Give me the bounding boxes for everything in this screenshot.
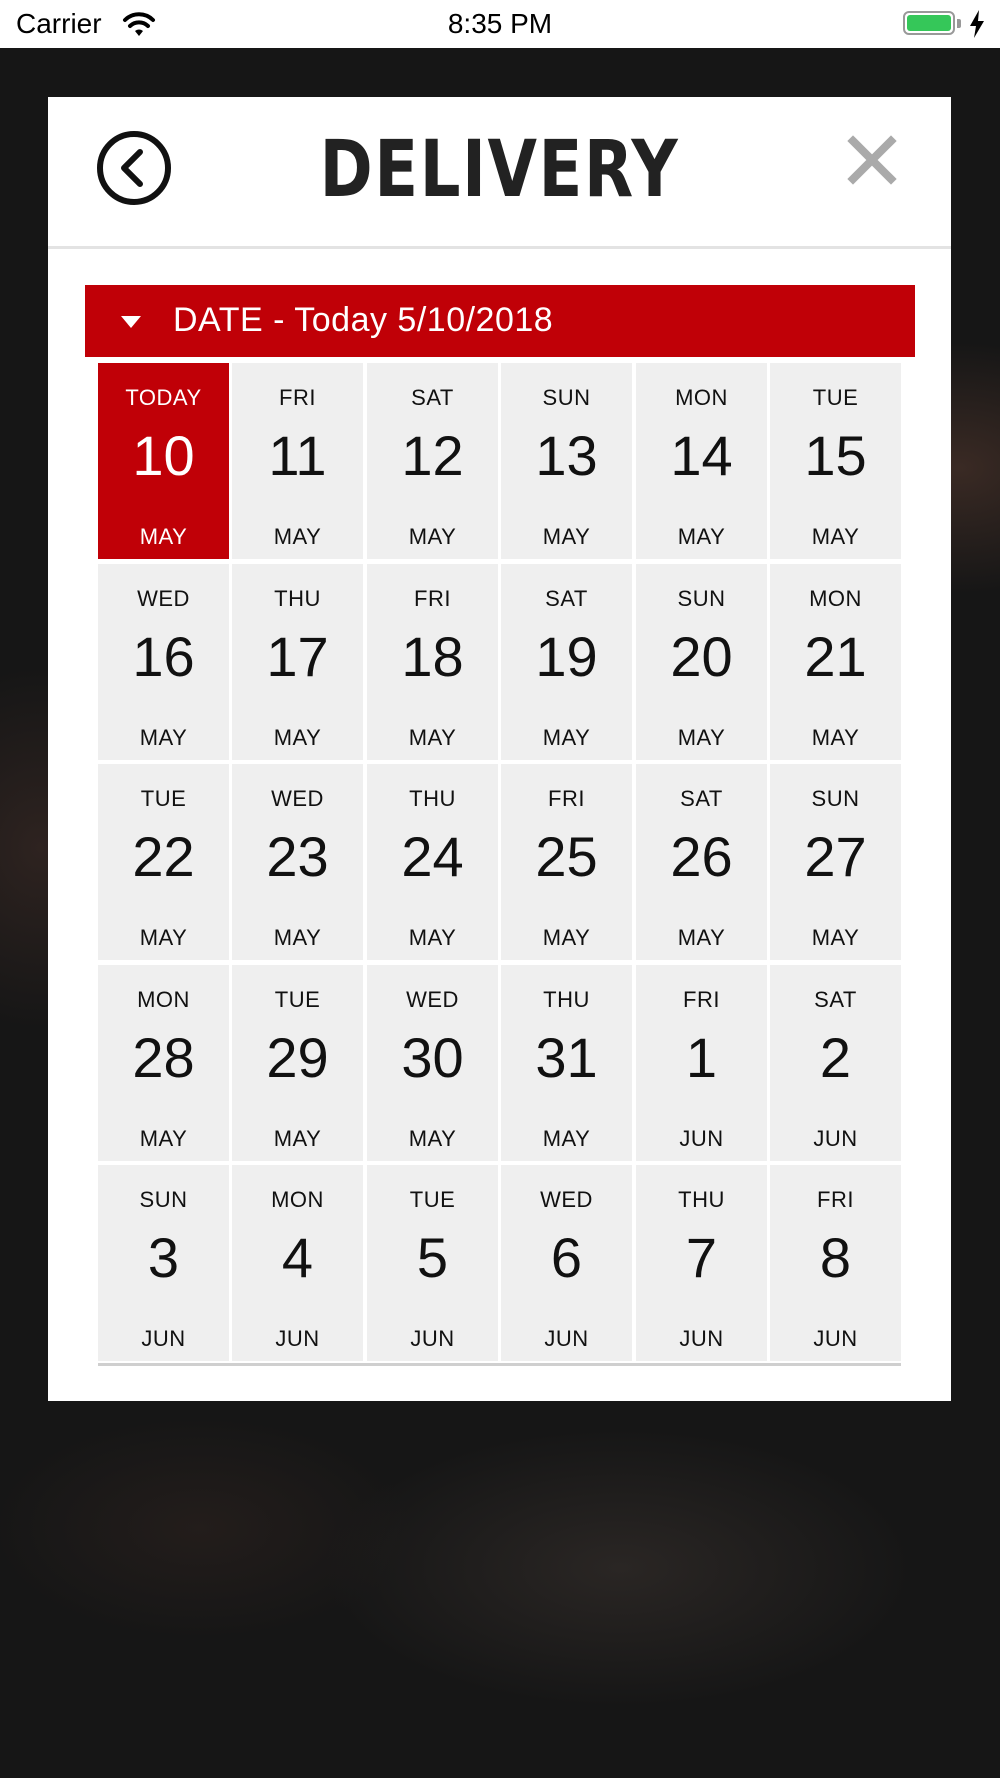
- day-number: 24: [401, 825, 464, 888]
- day-weekday: TUE: [140, 786, 187, 811]
- day-weekday: WED: [540, 1187, 593, 1212]
- day-number: 15: [804, 424, 867, 487]
- modal-header: [48, 97, 951, 249]
- day-cell[interactable]: [232, 363, 363, 559]
- day-month: MAY: [408, 524, 457, 549]
- day-month: JUN: [410, 1326, 455, 1351]
- day-number: 14: [670, 424, 733, 487]
- day-weekday: FRI: [279, 385, 316, 410]
- battery-tip: [957, 19, 961, 28]
- day-month: JUN: [141, 1326, 186, 1351]
- day-weekday: SAT: [814, 987, 857, 1012]
- day-number: 31: [535, 1026, 598, 1089]
- day-number: 3: [147, 1226, 180, 1289]
- day-cell[interactable]: [770, 965, 901, 1161]
- day-cell[interactable]: [232, 965, 363, 1161]
- day-cell[interactable]: [232, 1165, 363, 1361]
- day-weekday: MON: [809, 586, 862, 611]
- status-bar: [0, 0, 1000, 48]
- modal-title: DELIVERY: [319, 125, 680, 215]
- caret-down-icon: [121, 316, 141, 328]
- day-number: 25: [535, 825, 598, 888]
- day-cell[interactable]: [770, 564, 901, 760]
- day-cell[interactable]: [770, 363, 901, 559]
- close-icon[interactable]: [847, 135, 897, 185]
- day-weekday: FRI: [683, 987, 720, 1012]
- day-number: 18: [401, 625, 464, 688]
- day-cell[interactable]: [636, 965, 767, 1161]
- day-number: 5: [416, 1226, 449, 1289]
- day-number: 22: [132, 825, 195, 888]
- day-month: JUN: [679, 1126, 724, 1151]
- day-month: JUN: [813, 1326, 858, 1351]
- day-month: MAY: [542, 1126, 591, 1151]
- day-weekday: WED: [406, 987, 459, 1012]
- day-cell[interactable]: [232, 564, 363, 760]
- day-cell[interactable]: [636, 1165, 767, 1361]
- day-weekday: TODAY: [125, 385, 202, 410]
- day-weekday: SAT: [411, 385, 454, 410]
- day-cell[interactable]: [770, 1165, 901, 1361]
- day-month: MAY: [408, 1126, 457, 1151]
- day-weekday: THU: [409, 786, 456, 811]
- day-number: 16: [132, 625, 195, 688]
- day-weekday: MON: [271, 1187, 324, 1212]
- day-weekday: TUE: [812, 385, 859, 410]
- day-month: JUN: [679, 1326, 724, 1351]
- day-cell[interactable]: [501, 764, 632, 960]
- carrier-label: Carrier: [16, 8, 102, 39]
- day-cell[interactable]: [367, 1165, 498, 1361]
- date-selector-label: DATE - Today 5/10/2018: [173, 301, 554, 339]
- day-number: 27: [804, 825, 867, 888]
- day-number: 11: [268, 424, 327, 487]
- day-month: MAY: [139, 1126, 188, 1151]
- day-number: 10: [132, 424, 195, 487]
- day-weekday: MON: [137, 987, 190, 1012]
- day-number: 23: [266, 825, 329, 888]
- day-month: MAY: [542, 524, 591, 549]
- day-weekday: FRI: [548, 786, 585, 811]
- day-weekday: FRI: [414, 586, 451, 611]
- charging-bolt-icon: [968, 10, 986, 38]
- day-cell[interactable]: [98, 764, 229, 960]
- day-number: 7: [685, 1226, 718, 1289]
- clock: 8:35 PM: [447, 8, 553, 39]
- day-cell[interactable]: [636, 564, 767, 760]
- day-weekday: TUE: [409, 1187, 456, 1212]
- day-number: 17: [266, 625, 329, 688]
- day-number: 1: [685, 1026, 718, 1089]
- day-weekday: WED: [271, 786, 324, 811]
- date-selector-bar[interactable]: [85, 285, 915, 357]
- day-weekday: SAT: [545, 586, 588, 611]
- day-cell[interactable]: [98, 1165, 229, 1361]
- day-weekday: SUN: [811, 786, 860, 811]
- day-month: MAY: [139, 925, 188, 950]
- day-number: 8: [819, 1226, 852, 1289]
- day-month: MAY: [677, 725, 726, 750]
- day-number: 21: [804, 625, 867, 688]
- day-month: MAY: [811, 524, 860, 549]
- day-cell[interactable]: [636, 764, 767, 960]
- day-month: JUN: [813, 1126, 858, 1151]
- day-cell[interactable]: [98, 363, 229, 559]
- day-number: 13: [535, 424, 598, 487]
- day-cell[interactable]: [501, 965, 632, 1161]
- day-month: MAY: [273, 725, 322, 750]
- day-month: MAY: [542, 925, 591, 950]
- day-cell[interactable]: [636, 363, 767, 559]
- day-month: MAY: [273, 524, 322, 549]
- day-number: 30: [401, 1026, 464, 1089]
- day-cell[interactable]: [232, 764, 363, 960]
- day-weekday: THU: [274, 586, 321, 611]
- day-weekday: FRI: [817, 1187, 854, 1212]
- day-number: 12: [401, 424, 464, 487]
- day-month: MAY: [811, 725, 860, 750]
- day-cell[interactable]: [501, 363, 632, 559]
- day-cell[interactable]: [367, 764, 498, 960]
- battery-icon: [903, 11, 955, 35]
- day-number: 26: [670, 825, 733, 888]
- day-month: MAY: [677, 524, 726, 549]
- day-weekday: THU: [543, 987, 590, 1012]
- day-month: MAY: [408, 925, 457, 950]
- day-weekday: SUN: [139, 1187, 188, 1212]
- day-month: JUN: [544, 1326, 589, 1351]
- day-number: 28: [132, 1026, 195, 1089]
- day-cell[interactable]: [98, 564, 229, 760]
- day-number: 6: [550, 1226, 583, 1289]
- day-cell[interactable]: [501, 1165, 632, 1361]
- day-month: MAY: [408, 725, 457, 750]
- day-month: MAY: [139, 524, 188, 549]
- day-number: 20: [670, 625, 733, 688]
- day-weekday: SAT: [680, 786, 723, 811]
- day-number: 19: [535, 625, 598, 688]
- day-weekday: SUN: [542, 385, 591, 410]
- day-cell[interactable]: [501, 564, 632, 760]
- day-cell[interactable]: [98, 965, 229, 1161]
- day-month: MAY: [139, 725, 188, 750]
- date-grid: [98, 363, 901, 1366]
- day-weekday: WED: [137, 586, 190, 611]
- day-month: MAY: [273, 1126, 322, 1151]
- day-month: MAY: [677, 925, 726, 950]
- day-cell[interactable]: [367, 363, 498, 559]
- day-weekday: SUN: [677, 586, 726, 611]
- day-cell[interactable]: [367, 564, 498, 760]
- day-weekday: TUE: [274, 987, 321, 1012]
- day-month: JUN: [275, 1326, 320, 1351]
- day-number: 2: [819, 1026, 852, 1089]
- day-month: MAY: [273, 925, 322, 950]
- day-cell[interactable]: [770, 764, 901, 960]
- day-cell[interactable]: [367, 965, 498, 1161]
- day-month: MAY: [811, 925, 860, 950]
- day-weekday: MON: [675, 385, 728, 410]
- day-number: 29: [266, 1026, 329, 1089]
- day-month: MAY: [542, 725, 591, 750]
- day-number: 4: [281, 1226, 314, 1289]
- day-weekday: THU: [678, 1187, 725, 1212]
- delivery-modal: [48, 97, 951, 1401]
